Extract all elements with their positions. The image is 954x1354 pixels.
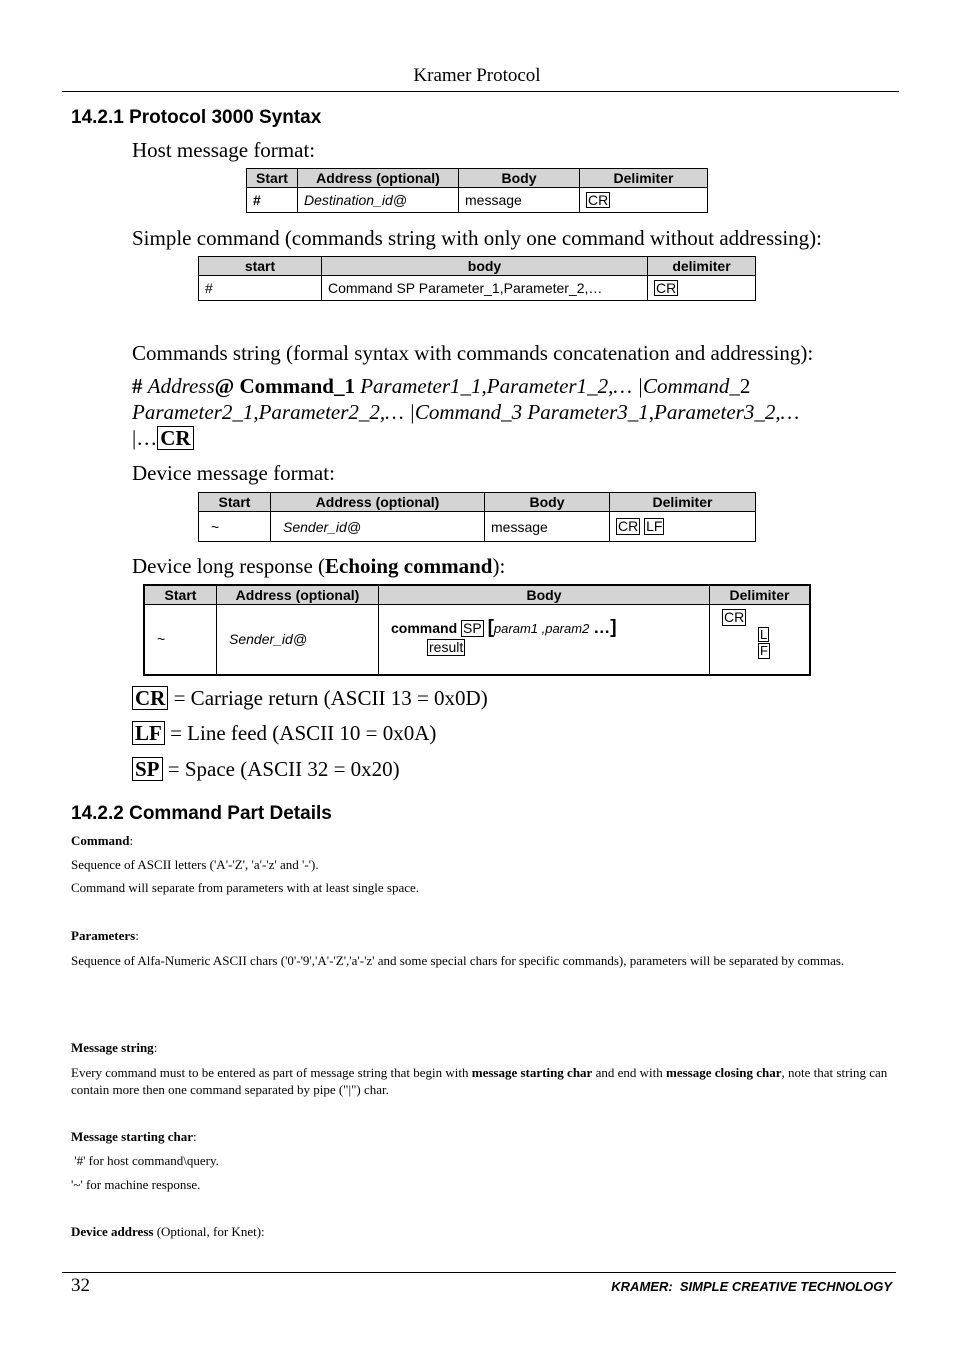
footer-rule: [62, 1272, 896, 1273]
device-address-bold: Device address: [71, 1224, 154, 1239]
simple-command-label: Simple command (commands string with only one command without addressing):: [132, 226, 822, 250]
long-response-table: [143, 584, 811, 676]
device-format-label: Device message format:: [132, 461, 335, 485]
col-header: Address (optional): [271, 493, 485, 512]
cr-key: CR: [157, 426, 193, 450]
cr-key: CR: [724, 609, 745, 625]
cr-key: CR: [618, 518, 639, 535]
param-3-2: Parameter3_2,…: [654, 400, 800, 424]
table-cell: ~: [199, 512, 271, 542]
bracket-open: [: [487, 617, 494, 638]
message-label-text: Message string: [71, 1040, 154, 1055]
command-label: Command:: [71, 833, 134, 848]
command-1: Command_1: [239, 374, 355, 398]
legend-lf: [132, 721, 436, 746]
col-header: Start: [144, 585, 217, 605]
col-header: Start: [247, 169, 298, 188]
legend-text: = Line feed (ASCII 10 = 0x0A): [170, 721, 437, 745]
lf-key: LF: [132, 721, 165, 745]
command-2-num: 2: [739, 374, 751, 398]
message-mid: and end with: [592, 1065, 666, 1080]
start-char-line: '#' for host command\query.: [71, 1153, 219, 1168]
legend-sp: [132, 757, 400, 782]
message-string-label: Message string:: [71, 1040, 158, 1055]
legend-cr: [132, 686, 488, 711]
col-header: Body: [379, 585, 710, 605]
lf-key-f: F: [760, 643, 768, 659]
start-char-label: Message starting char:: [71, 1129, 197, 1144]
col-header: Start: [199, 493, 271, 512]
col-header: start: [199, 257, 322, 276]
message-pre: Every command must to be entered as part of message string that begin with: [71, 1065, 472, 1080]
parameters-text: Sequence of Alfa-Numeric ASCII chars ('0'-'9','A'-'Z','a'-'z' and some special chars for specific commands), parameters will be separated by commas.: [71, 953, 845, 968]
table-cell: message: [485, 512, 610, 542]
long-response-label: [132, 554, 505, 579]
cr-key: CR: [588, 191, 609, 208]
host-message-table: [246, 168, 708, 213]
long-label-bold: Echoing command: [325, 554, 493, 578]
message-post: , note that string can contain more then one command separated by pipe ("|") char.: [71, 1065, 888, 1097]
ellipsis: …: [593, 618, 611, 637]
message-string-text: [71, 1064, 889, 1098]
table-cell: [580, 188, 708, 213]
legend-text: = Carriage return (ASCII 13 = 0x0D): [173, 686, 488, 710]
parameters-label-text: Parameters: [71, 928, 136, 943]
start-char-label-text: Message starting char: [71, 1129, 194, 1144]
bracket-close: ]: [610, 617, 617, 638]
lf-key-l: L: [760, 626, 768, 642]
device-address-label: [71, 1224, 265, 1240]
command-line: Command will separate from parameters with at least single space.: [71, 880, 419, 895]
param-1-1: Parameter1_1: [360, 374, 482, 398]
table-cell: message: [459, 188, 580, 213]
table-cell: ~: [144, 605, 217, 675]
table-cell: Destination_id@: [298, 188, 459, 213]
commands-string-label: Commands string (formal syntax with commands concatenation and addressing):: [132, 341, 814, 365]
col-header: Address (optional): [217, 585, 379, 605]
header-rule: [62, 91, 899, 92]
message-bold-1: message starting char: [471, 1065, 593, 1080]
device-message-table: [198, 492, 756, 542]
table-cell: #: [247, 188, 298, 213]
host-format-label: Host message format:: [132, 138, 316, 162]
section-heading: 14.2.2 Command Part Details: [71, 803, 332, 824]
formal-syntax: # Address@ Command_1 Parameter1_1,Parameter1_2,… |Command_2 Parameter2_1,Parameter2_2,… |Command_3 Parameter3_1,Parameter3_2,… |… CR: [132, 374, 800, 450]
col-header: Address (optional): [298, 169, 459, 188]
param-2-1: Parameter2_1: [132, 400, 254, 424]
long-label-post: ):: [492, 554, 506, 578]
at-char: @: [214, 374, 235, 398]
col-header: Delimiter: [710, 585, 811, 605]
col-header: Delimiter: [610, 493, 756, 512]
formal-tail: |…: [132, 426, 158, 450]
param-1-2: Parameter1_2,… |: [486, 374, 644, 398]
param-2-2: Parameter2_2,… |: [258, 400, 415, 424]
command-word: command: [391, 620, 458, 636]
command-3: Command_3 Parameter3_1: [414, 400, 649, 424]
params-text: param1 ,param2: [493, 621, 590, 636]
sp-key: SP: [463, 620, 482, 636]
message-bold-2: message closing char: [665, 1065, 782, 1080]
table-cell: Sender_id@: [271, 512, 485, 542]
table-cell: [710, 605, 811, 675]
col-header: Delimiter: [580, 169, 708, 188]
cr-key: CR: [656, 279, 677, 296]
sp-key: SP: [132, 757, 163, 781]
table-cell: Sender_id@: [217, 605, 379, 675]
col-header: delimiter: [648, 257, 756, 276]
parameters-label: Parameters:: [71, 928, 139, 943]
command-label-text: Command: [71, 833, 130, 848]
col-header: Body: [459, 169, 580, 188]
col-header: body: [322, 257, 648, 276]
long-label-pre: Device long response (: [132, 554, 326, 578]
device-address-rest: (Optional, for Knet):: [153, 1224, 265, 1239]
cr-key: CR: [132, 686, 168, 710]
footer-brand: KRAMER: SIMPLE CREATIVE TECHNOLOGY: [611, 1279, 892, 1294]
page-number: 32: [71, 1275, 90, 1296]
address-text: Address: [147, 374, 215, 398]
command-line: Sequence of ASCII letters ('A'-'Z', 'a'-'z' and '-').: [71, 857, 319, 872]
legend-text: = Space (ASCII 32 = 0x20): [167, 757, 400, 781]
table-cell: #: [199, 276, 322, 301]
running-header: Kramer Protocol: [413, 65, 541, 86]
start-char-line: '~' for machine response.: [71, 1177, 201, 1192]
table-cell: [610, 512, 756, 542]
table-cell: Command SP Parameter_1,Parameter_2,…: [322, 276, 648, 301]
hash-char: #: [132, 374, 143, 398]
simple-command-table: [198, 256, 756, 301]
command-2: Command_: [643, 374, 740, 398]
result-key: result: [429, 639, 464, 655]
table-cell: [648, 276, 756, 301]
col-header: Body: [485, 493, 610, 512]
section-heading: 14.2.1 Protocol 3000 Syntax: [71, 107, 322, 128]
lf-key: LF: [646, 518, 663, 535]
table-cell: [379, 605, 710, 675]
